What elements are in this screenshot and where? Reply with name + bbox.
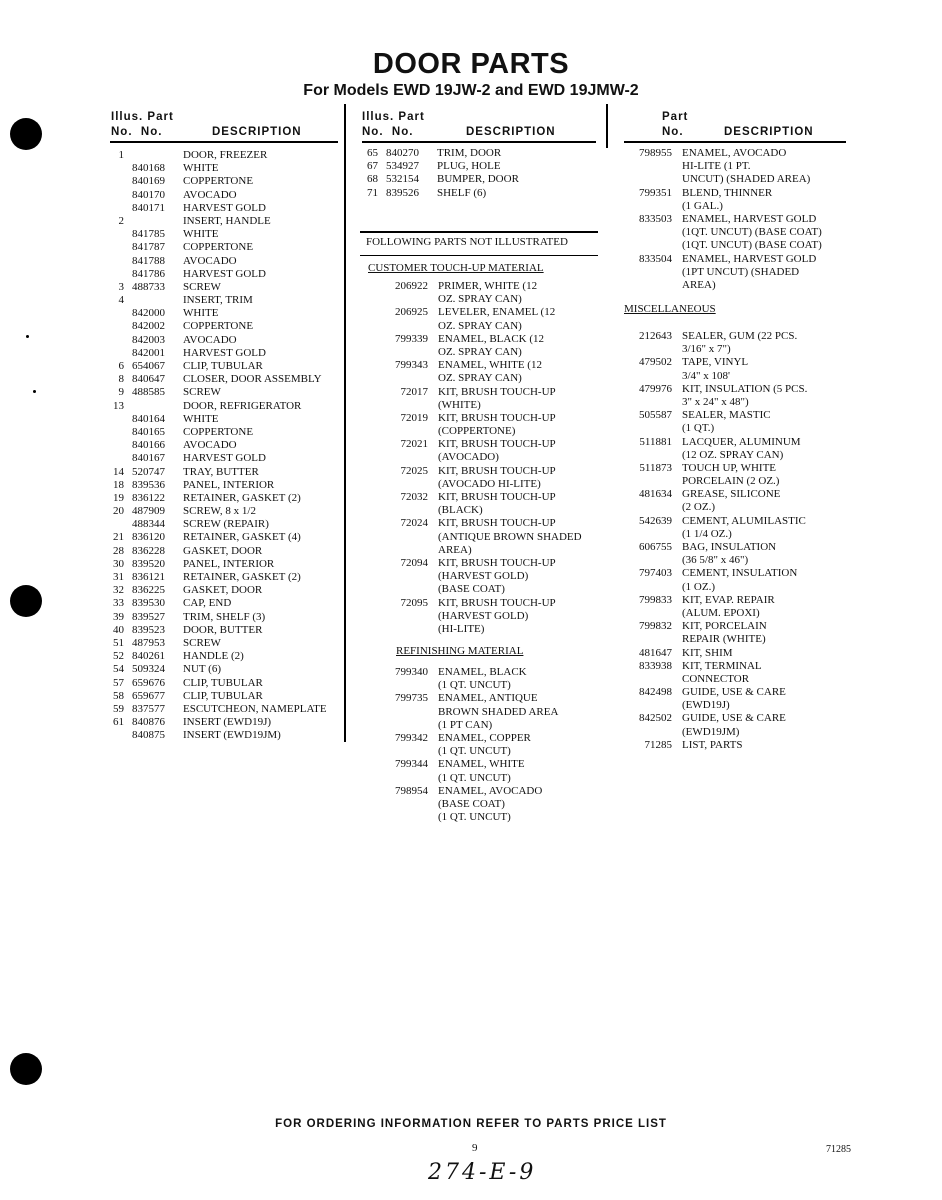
row-cell: 842000 bbox=[132, 307, 165, 320]
col1-header: Illus. Part bbox=[111, 111, 174, 123]
row-cell: GASKET, DOOR bbox=[183, 544, 263, 557]
row-cell: TAPE, VINYL bbox=[682, 356, 749, 369]
customer-touchup-heading: CUSTOMER TOUCH-UP MATERIAL bbox=[368, 262, 544, 274]
row-cell: ENAMEL, COPPER bbox=[438, 731, 531, 744]
row-cell: PLUG, HOLE bbox=[437, 160, 501, 173]
row-cell: 842001 bbox=[132, 346, 165, 359]
row-cell: 836225 bbox=[132, 584, 165, 597]
scan-speck bbox=[33, 390, 36, 393]
row-cell: 1 bbox=[118, 149, 124, 161]
row-cell: (1 PT CAN) bbox=[438, 718, 493, 731]
row-cell: GASKET, DOOR bbox=[183, 584, 263, 597]
col2-header: No. No. bbox=[362, 126, 414, 138]
row-cell: KIT, BRUSH TOUCH-UP bbox=[438, 596, 556, 609]
row-cell: 13 bbox=[113, 399, 124, 412]
row-cell: (BLACK) bbox=[438, 504, 483, 517]
row-cell: INSERT (EWD19JM) bbox=[183, 729, 281, 742]
row-cell: HARVEST GOLD bbox=[183, 267, 266, 280]
ordering-footer: FOR ORDERING INFORMATION REFER TO PARTS PRICE LIST bbox=[275, 1118, 667, 1130]
row-cell: OZ. SPRAY CAN) bbox=[438, 372, 522, 385]
row-cell: HARVEST GOLD bbox=[183, 346, 266, 359]
row-cell: 33 bbox=[113, 597, 124, 610]
row-cell: (EWD19J) bbox=[682, 699, 730, 712]
row-cell: CONNECTOR bbox=[682, 672, 750, 685]
row-cell: 836228 bbox=[132, 544, 165, 557]
row-cell: SEALER, GUM (22 PCS. bbox=[682, 330, 798, 342]
row-cell: 840164 bbox=[132, 412, 165, 425]
row-cell: 659676 bbox=[132, 676, 165, 689]
row-cell: ENAMEL, BLACK bbox=[438, 666, 527, 678]
row-cell: 28 bbox=[113, 544, 124, 557]
row-cell: HANDLE (2) bbox=[183, 650, 244, 663]
row-cell: 39 bbox=[113, 610, 124, 623]
row-cell: 61 bbox=[113, 716, 124, 729]
row-cell: 65 bbox=[367, 147, 378, 159]
divider bbox=[360, 231, 598, 233]
row-cell: 72017 bbox=[400, 385, 428, 398]
row-cell: TRIM, SHELF (3) bbox=[183, 610, 266, 623]
row-cell: KIT, EVAP. REPAIR bbox=[682, 593, 775, 606]
row-cell: (1PT UNCUT) (SHADED bbox=[682, 265, 800, 278]
row-cell: 487909 bbox=[132, 505, 165, 518]
row-cell: 31 bbox=[113, 571, 124, 583]
row-cell: WHITE bbox=[183, 412, 219, 425]
row-cell: DOOR, FREEZER bbox=[183, 149, 268, 161]
col3-header-part: Part bbox=[662, 111, 689, 123]
row-cell: COPPERTONE bbox=[183, 175, 254, 188]
row-cell: KIT, BRUSH TOUCH-UP bbox=[438, 385, 556, 398]
row-cell: (AVOCADO) bbox=[438, 451, 499, 464]
row-cell: OZ. SPRAY CAN) bbox=[438, 345, 522, 358]
row-cell: 840168 bbox=[132, 162, 165, 175]
row-cell: 799342 bbox=[395, 731, 428, 744]
scan-speck bbox=[26, 335, 29, 338]
row-cell: AREA) bbox=[438, 543, 472, 556]
row-cell: SCREW (REPAIR) bbox=[183, 518, 269, 531]
row-cell: 841788 bbox=[132, 254, 165, 267]
row-cell: ENAMEL, WHITE (12 bbox=[438, 359, 542, 372]
row-cell: 72021 bbox=[400, 438, 428, 451]
row-cell: WHITE bbox=[183, 162, 219, 175]
row-cell: 67 bbox=[367, 160, 378, 173]
row-cell: HI-LITE (1 PT. bbox=[682, 160, 751, 173]
row-cell: SCREW bbox=[183, 636, 221, 649]
row-cell: 840270 bbox=[386, 147, 419, 159]
row-cell: 3/16" x 7") bbox=[682, 343, 731, 356]
row-cell: 6 bbox=[118, 360, 124, 372]
row-cell: 842003 bbox=[132, 333, 165, 346]
row-cell: 51 bbox=[113, 636, 124, 649]
page-number: 9 bbox=[472, 1142, 478, 1154]
row-cell: 72025 bbox=[400, 464, 428, 477]
not-illustrated-note: FOLLOWING PARTS NOT ILLUSTRATED bbox=[366, 236, 568, 248]
row-cell: SEALER, MASTIC bbox=[682, 409, 771, 422]
row-cell: 481634 bbox=[639, 488, 672, 501]
row-cell: 839530 bbox=[132, 597, 165, 610]
row-cell: TRIM, DOOR bbox=[437, 147, 502, 159]
row-cell: 72024 bbox=[400, 517, 428, 530]
row-cell: (1 QT. UNCUT) bbox=[438, 811, 511, 824]
page-subtitle: For Models EWD 19JW-2 and EWD 19JMW-2 bbox=[303, 82, 639, 99]
divider bbox=[360, 255, 598, 256]
row-cell: (1 1/4 OZ.) bbox=[682, 527, 732, 540]
row-cell: 68 bbox=[367, 173, 378, 186]
row-cell: SHELF (6) bbox=[437, 186, 487, 199]
row-cell: 797403 bbox=[639, 567, 672, 580]
row-cell: BAG, INSULATION bbox=[682, 541, 777, 553]
row-cell: (HI-LITE) bbox=[438, 622, 485, 635]
row-cell: KIT, BRUSH TOUCH-UP bbox=[438, 491, 556, 503]
row-cell: 839536 bbox=[132, 478, 165, 491]
row-cell: KIT, BRUSH TOUCH-UP bbox=[438, 556, 556, 569]
row-cell: NUT (6) bbox=[183, 663, 221, 676]
row-cell: RETAINER, GASKET (4) bbox=[183, 531, 301, 544]
row-cell: 481647 bbox=[639, 646, 672, 659]
row-cell: OZ. SPRAY CAN) bbox=[438, 293, 522, 306]
row-cell: CAP, END bbox=[183, 597, 232, 610]
row-cell: 833938 bbox=[639, 659, 672, 672]
row-cell: CEMENT, ALUMILASTIC bbox=[682, 514, 806, 527]
row-cell: KIT, SHIM bbox=[682, 646, 733, 659]
row-cell: 30 bbox=[113, 557, 124, 570]
row-cell: PANEL, INTERIOR bbox=[183, 557, 275, 570]
row-cell: ENAMEL, AVOCADO bbox=[438, 784, 543, 797]
row-cell: GUIDE, USE & CARE bbox=[682, 686, 786, 699]
row-cell: ESCUTCHEON, NAMEPLATE bbox=[183, 702, 327, 715]
row-cell: REPAIR (WHITE) bbox=[682, 633, 766, 646]
row-cell: KIT, PORCELAIN bbox=[682, 620, 767, 633]
row-cell: 534927 bbox=[386, 160, 419, 173]
row-cell: (1QT. UNCUT) (BASE COAT) bbox=[682, 226, 822, 239]
row-cell: 654067 bbox=[132, 360, 165, 372]
row-cell: (1 QT. UNCUT) bbox=[438, 679, 511, 692]
row-cell: 505587 bbox=[639, 409, 672, 422]
row-cell: INSERT, TRIM bbox=[183, 294, 253, 307]
row-cell: SCREW bbox=[183, 280, 221, 293]
row-cell: DOOR, REFRIGERATOR bbox=[183, 399, 302, 412]
row-cell: ENAMEL, BLACK (12 bbox=[438, 332, 545, 345]
row-cell: 837577 bbox=[132, 702, 165, 715]
row-cell: 841785 bbox=[132, 228, 165, 241]
row-cell: 72032 bbox=[400, 491, 428, 503]
row-cell: 488733 bbox=[132, 280, 165, 293]
row-cell: KIT, BRUSH TOUCH-UP bbox=[438, 464, 556, 477]
row-cell: 511873 bbox=[639, 461, 672, 474]
row-cell: BUMPER, DOOR bbox=[437, 173, 519, 186]
row-cell: 799351 bbox=[639, 186, 672, 199]
row-cell: GREASE, SILICONE bbox=[682, 488, 781, 501]
row-cell: 2 bbox=[118, 214, 124, 227]
column-divider bbox=[606, 104, 608, 148]
miscellaneous-heading: MISCELLANEOUS bbox=[624, 303, 716, 315]
row-cell: 839523 bbox=[132, 623, 165, 636]
row-cell: INSERT (EWD19J) bbox=[183, 716, 272, 729]
row-cell: (2 OZ.) bbox=[682, 501, 715, 514]
row-cell: (WHITE) bbox=[438, 398, 481, 411]
row-cell: 57 bbox=[113, 676, 124, 689]
row-cell: (ANTIQUE BROWN SHADED bbox=[438, 530, 582, 543]
row-cell: 840875 bbox=[132, 729, 165, 742]
row-cell: 14 bbox=[113, 465, 124, 478]
row-cell: PRIMER, WHITE (12 bbox=[438, 280, 538, 292]
col1-header-description: DESCRIPTION bbox=[212, 126, 302, 138]
row-cell: 72095 bbox=[400, 596, 428, 609]
binder-hole-icon bbox=[10, 1053, 42, 1085]
row-cell: SCREW bbox=[183, 386, 221, 399]
row-cell: 840876 bbox=[132, 716, 165, 729]
row-cell: 18 bbox=[113, 478, 124, 491]
row-cell: 3" x 24" x 48") bbox=[682, 395, 749, 408]
row-cell: RETAINER, GASKET (2) bbox=[183, 491, 301, 504]
row-cell: ENAMEL, HARVEST GOLD bbox=[682, 252, 817, 265]
row-cell: 836122 bbox=[132, 491, 165, 504]
row-cell: (1 QT. UNCUT) bbox=[438, 745, 511, 758]
row-cell: GUIDE, USE & CARE bbox=[682, 712, 786, 725]
row-cell: LIST, PARTS bbox=[682, 738, 743, 751]
row-cell: 21 bbox=[113, 531, 124, 544]
row-cell: 206925 bbox=[395, 306, 428, 319]
row-cell: 659677 bbox=[132, 689, 165, 702]
row-cell: 840167 bbox=[132, 452, 165, 465]
row-cell: 59 bbox=[113, 702, 124, 715]
row-cell: ENAMEL, AVOCADO bbox=[682, 147, 787, 159]
row-cell: 9 bbox=[118, 386, 124, 399]
row-cell: PORCELAIN (2 OZ.) bbox=[682, 475, 780, 488]
row-cell: 509324 bbox=[132, 663, 165, 676]
row-cell: LEVELER, ENAMEL (12 bbox=[438, 306, 556, 319]
row-cell: 532154 bbox=[386, 173, 419, 186]
row-cell: AREA) bbox=[682, 278, 716, 291]
row-cell: OZ. SPRAY CAN) bbox=[438, 319, 522, 332]
row-cell: 520747 bbox=[132, 465, 165, 478]
row-cell: 842002 bbox=[132, 320, 165, 333]
row-cell: ENAMEL, WHITE bbox=[438, 758, 525, 771]
row-cell: 487953 bbox=[132, 636, 165, 649]
row-cell: ENAMEL, ANTIQUE bbox=[438, 692, 538, 705]
row-cell: 799833 bbox=[639, 593, 672, 606]
row-cell: KIT, BRUSH TOUCH-UP bbox=[438, 411, 556, 424]
row-cell: 833504 bbox=[639, 252, 672, 265]
row-cell: 54 bbox=[113, 663, 124, 676]
row-cell: LACQUER, ALUMINUM bbox=[682, 435, 801, 448]
row-cell: 840169 bbox=[132, 175, 165, 188]
row-cell: (HARVEST GOLD) bbox=[438, 570, 529, 583]
divider bbox=[362, 141, 596, 143]
row-cell: HARVEST GOLD bbox=[183, 201, 266, 214]
row-cell: 479976 bbox=[639, 382, 672, 395]
divider bbox=[624, 141, 846, 143]
row-cell: KIT, BRUSH TOUCH-UP bbox=[438, 438, 556, 451]
row-cell: DOOR, BUTTER bbox=[183, 623, 263, 636]
row-cell: 71285 bbox=[644, 738, 672, 751]
row-cell: TOUCH UP, WHITE bbox=[682, 461, 777, 474]
row-cell: (1 QT.) bbox=[682, 422, 715, 435]
row-cell: INSERT, HANDLE bbox=[183, 214, 271, 227]
row-cell: (ALUM. EPOXI) bbox=[682, 606, 760, 619]
row-cell: CLIP, TUBULAR bbox=[183, 689, 263, 702]
row-cell: 799340 bbox=[395, 666, 428, 678]
col2-header: Illus. Part bbox=[362, 111, 425, 123]
row-cell: 212643 bbox=[639, 330, 672, 342]
binder-hole-icon bbox=[10, 118, 42, 150]
row-cell: (BASE COAT) bbox=[438, 583, 505, 596]
row-cell: (1 QT. UNCUT) bbox=[438, 771, 511, 784]
row-cell: 799735 bbox=[395, 692, 428, 705]
row-cell: (1QT. UNCUT) (BASE COAT) bbox=[682, 239, 822, 252]
col3-header-description: DESCRIPTION bbox=[724, 126, 814, 138]
row-cell: 840166 bbox=[132, 439, 165, 452]
row-cell: 19 bbox=[113, 491, 124, 504]
row-cell: (HARVEST GOLD) bbox=[438, 609, 529, 622]
row-cell: 842498 bbox=[639, 686, 672, 699]
row-cell: AVOCADO bbox=[183, 188, 237, 201]
row-cell: BLEND, THINNER bbox=[682, 186, 773, 199]
row-cell: 52 bbox=[113, 650, 124, 663]
row-cell: 839520 bbox=[132, 557, 165, 570]
row-cell: BROWN SHADED AREA bbox=[438, 705, 559, 718]
row-cell: AVOCADO bbox=[183, 439, 237, 452]
form-number: 71285 bbox=[826, 1144, 851, 1155]
row-cell: 799344 bbox=[395, 758, 428, 771]
col3-header-no: No. bbox=[662, 126, 684, 138]
row-cell: 71 bbox=[367, 186, 378, 199]
row-cell: 840170 bbox=[132, 188, 165, 201]
row-cell: (COPPERTONE) bbox=[438, 425, 516, 438]
handwritten-note: 274-E-9 bbox=[428, 1160, 537, 1185]
row-cell: 488585 bbox=[132, 386, 165, 399]
row-cell: (36 5/8" x 46") bbox=[682, 554, 749, 567]
row-cell: (1 OZ.) bbox=[682, 580, 715, 593]
row-cell: 799832 bbox=[639, 620, 672, 633]
row-cell: HARVEST GOLD bbox=[183, 452, 266, 465]
row-cell: 840647 bbox=[132, 373, 165, 386]
row-cell: 4 bbox=[118, 294, 124, 307]
row-cell: PANEL, INTERIOR bbox=[183, 478, 275, 491]
row-cell: 798954 bbox=[395, 784, 428, 797]
row-cell: WHITE bbox=[183, 307, 219, 320]
row-cell: 206922 bbox=[395, 280, 428, 292]
divider bbox=[110, 141, 338, 143]
row-cell: 840165 bbox=[132, 425, 165, 438]
row-cell: 488344 bbox=[132, 518, 165, 531]
row-cell: 606755 bbox=[639, 541, 672, 553]
row-cell: 798955 bbox=[639, 147, 672, 159]
row-cell: 840171 bbox=[132, 201, 165, 214]
row-cell: COPPERTONE bbox=[183, 320, 254, 333]
row-cell: (BASE COAT) bbox=[438, 797, 505, 810]
binder-hole-icon bbox=[10, 585, 42, 617]
refinishing-heading: REFINISHING MATERIAL bbox=[396, 645, 524, 657]
page-title: DOOR PARTS bbox=[372, 48, 570, 80]
row-cell: KIT, TERMINAL bbox=[682, 659, 762, 672]
row-cell: 40 bbox=[113, 623, 124, 636]
row-cell: 842502 bbox=[639, 712, 672, 725]
row-cell: TRAY, BUTTER bbox=[183, 465, 259, 478]
row-cell: AVOCADO bbox=[183, 254, 237, 267]
row-cell: CLOSER, DOOR ASSEMBLY bbox=[183, 373, 322, 386]
row-cell: 20 bbox=[113, 505, 124, 518]
row-cell: KIT, BRUSH TOUCH-UP bbox=[438, 517, 556, 530]
row-cell: 839526 bbox=[386, 186, 419, 199]
row-cell: 841787 bbox=[132, 241, 165, 254]
row-cell: CLIP, TUBULAR bbox=[183, 676, 263, 689]
row-cell: CLIP, TUBULAR bbox=[183, 360, 263, 372]
row-cell: 840261 bbox=[132, 650, 165, 663]
row-cell: 511881 bbox=[639, 435, 672, 448]
row-cell: 3/4" x 108' bbox=[682, 369, 731, 382]
row-cell: COPPERTONE bbox=[183, 241, 254, 254]
row-cell: ENAMEL, HARVEST GOLD bbox=[682, 212, 817, 225]
row-cell: (EWD19JM) bbox=[682, 725, 740, 738]
column-divider bbox=[344, 104, 346, 742]
row-cell: 72094 bbox=[400, 556, 428, 569]
row-cell: 3 bbox=[118, 280, 124, 293]
row-cell: 8 bbox=[118, 373, 124, 386]
row-cell: 799343 bbox=[395, 359, 428, 372]
row-cell: (12 OZ. SPRAY CAN) bbox=[682, 448, 784, 461]
row-cell: 32 bbox=[113, 584, 124, 597]
row-cell: 836121 bbox=[132, 571, 165, 583]
row-cell: 839527 bbox=[132, 610, 165, 623]
col2-header-description: DESCRIPTION bbox=[466, 126, 556, 138]
row-cell: AVOCADO bbox=[183, 333, 237, 346]
row-cell: SCREW, 8 x 1/2 bbox=[183, 505, 256, 518]
col1-header: No. No. bbox=[111, 126, 163, 138]
row-cell: CEMENT, INSULATION bbox=[682, 567, 798, 580]
row-cell: UNCUT) (SHADED AREA) bbox=[682, 173, 811, 186]
row-cell: 841786 bbox=[132, 267, 165, 280]
row-cell: KIT, INSULATION (5 PCS. bbox=[682, 382, 808, 395]
row-cell: 72019 bbox=[400, 411, 428, 424]
row-cell: 836120 bbox=[132, 531, 165, 544]
row-cell: 479502 bbox=[639, 356, 672, 369]
row-cell: 542639 bbox=[639, 514, 672, 527]
row-cell: 833503 bbox=[639, 212, 672, 225]
row-cell: (AVOCADO HI-LITE) bbox=[438, 477, 541, 490]
row-cell: RETAINER, GASKET (2) bbox=[183, 571, 301, 583]
row-cell: 58 bbox=[113, 689, 124, 702]
row-cell: WHITE bbox=[183, 228, 219, 241]
row-cell: (1 GAL.) bbox=[682, 199, 723, 212]
row-cell: 799339 bbox=[395, 332, 428, 345]
row-cell: COPPERTONE bbox=[183, 425, 254, 438]
